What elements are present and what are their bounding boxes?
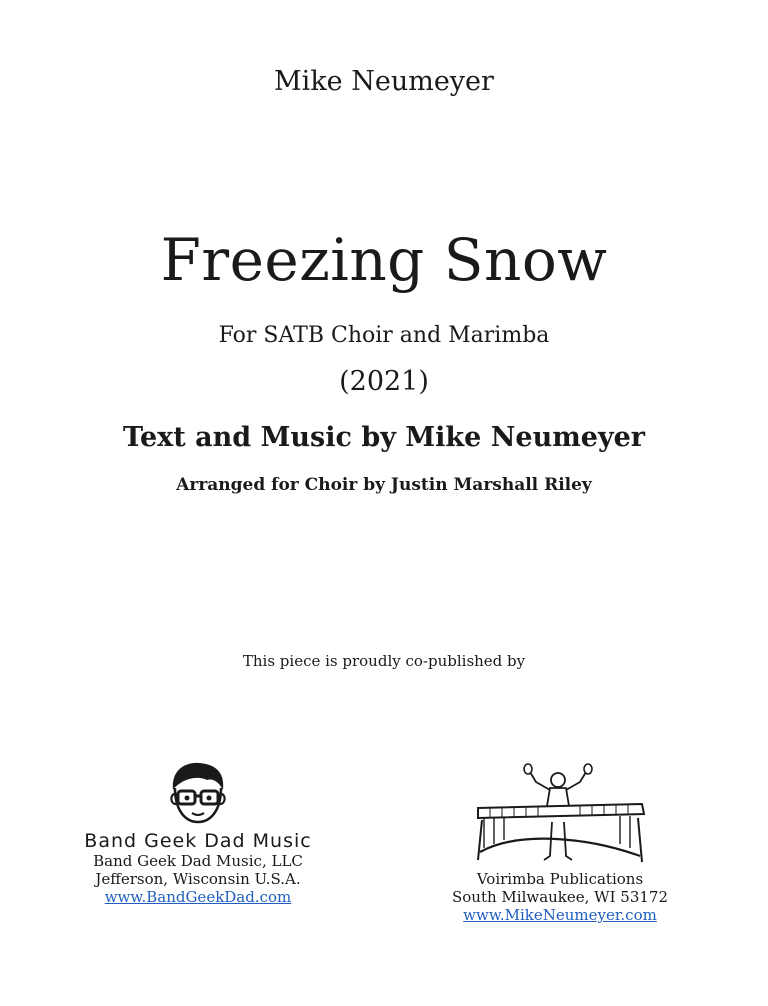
composer-name: Mike Neumeyer [274, 66, 494, 97]
publisher-voirimba [430, 760, 690, 924]
marimba-player-drawing-icon [470, 760, 650, 870]
copublish-note: This piece is proudly co-published by [242, 652, 526, 670]
band-geek-dad-logo-text: Band Geek Dad Music [84, 830, 312, 852]
text-music-credit: Text and Music by Mike Neumeyer [122, 422, 646, 453]
piece-title: Freezing Snow [160, 226, 608, 294]
publisher-name: Band Geek Dad Music, LLC [93, 852, 303, 870]
publisher-website-link[interactable]: www.MikeNeumeyer.com [463, 906, 657, 924]
publisher-location: Jefferson, Wisconsin U.S.A. [95, 870, 301, 888]
publisher-band-geek-dad [68, 760, 328, 906]
composition-year: (2021) [339, 366, 429, 397]
publisher-name: Voirimba Publications [476, 870, 644, 888]
publisher-location: South Milwaukee, WI 53172 [451, 888, 669, 906]
arranger-credit: Arranged for Choir by Justin Marshall Riley [176, 475, 592, 495]
publisher-website-link[interactable]: www.BandGeekDad.com [104, 888, 292, 906]
instrumentation-subtitle: For SATB Choir and Marimba [218, 323, 550, 348]
cartoon-face-with-glasses-icon [163, 760, 233, 826]
